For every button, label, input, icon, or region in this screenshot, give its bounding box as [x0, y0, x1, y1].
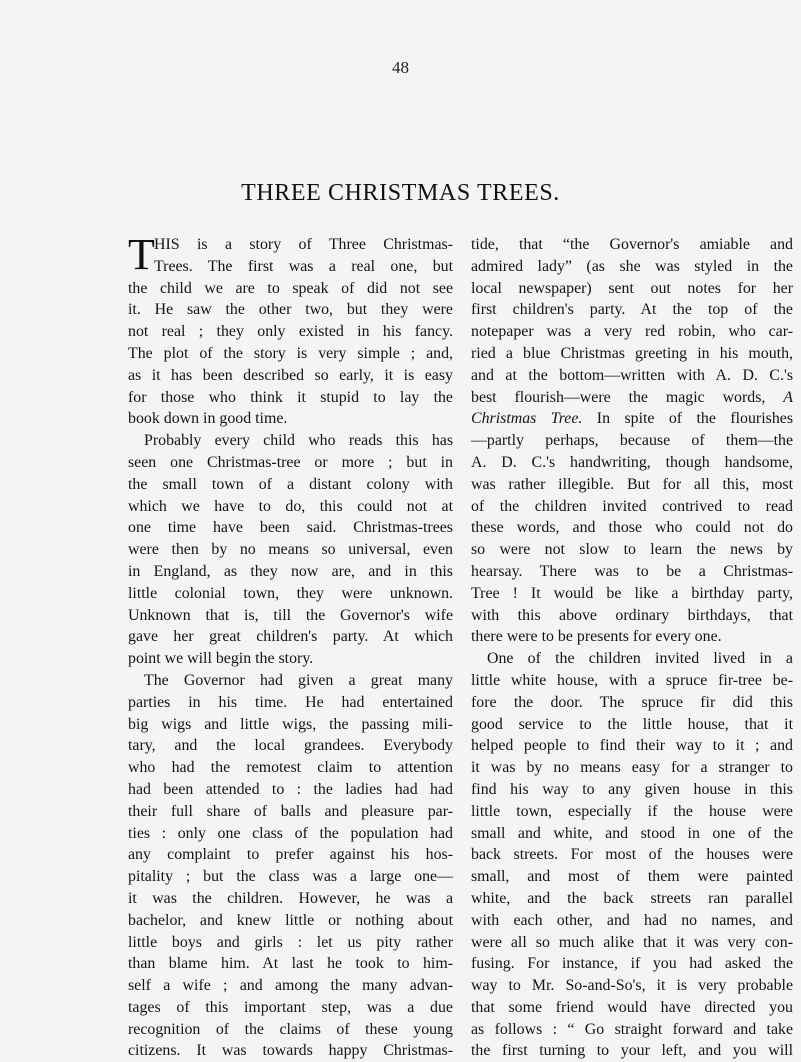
page-number: 48	[392, 58, 409, 77]
text-line: hearsay. There was to be a Christmas-	[471, 562, 793, 580]
text-line: that some friend would have directed you	[471, 998, 793, 1016]
text-line: it was by no means easy for a stranger to	[471, 759, 793, 777]
text-line: were then by no means so universal, even	[128, 541, 453, 559]
text-line: book down in good time.	[128, 410, 288, 428]
text-line: recognition of the claims of these young	[128, 1020, 453, 1038]
text-line: One of the children invited lived in a	[487, 650, 793, 668]
text-line: Probably every child who reads this has	[144, 432, 453, 450]
text-line: find his way to any given house in this	[471, 780, 793, 798]
text-line: helped people to find their way to it ; and	[471, 737, 793, 755]
text-line: notepaper was a very red robin, who car-	[471, 323, 793, 341]
text-line: had been attended to : the ladies had had	[128, 780, 453, 798]
text-line: Christmas Tree. In spite of the flourishes	[471, 410, 793, 428]
text-line: the child we are to speak of did not see	[128, 279, 453, 297]
text-line: local newspaper) sent out notes for her	[471, 279, 793, 297]
text-line: it was the children. However, he was a	[128, 889, 453, 907]
text-line: ties : only one class of the population had	[128, 824, 453, 842]
text-line: for those who think it stupid to lay the	[128, 388, 453, 406]
text-line: ried a blue Christmas greeting in his mouth,	[471, 344, 793, 362]
text-line: A. D. C.'s handwriting, though handsome,	[471, 453, 793, 471]
text-line: pitality ; but the class was a large one—	[128, 868, 453, 886]
text-line: first children's party. At the top of the	[471, 301, 793, 319]
text-line: little white house, with a spruce fir-tree be-	[471, 671, 793, 689]
text-line: there were to be presents for every one.	[471, 628, 722, 646]
text-line: good service to the little house, that it	[471, 715, 793, 733]
text-line: little town, especially if the house were	[471, 802, 793, 820]
text-line: their full share of balls and pleasure par-	[128, 802, 453, 820]
text-line: of the children invited contrived to read	[471, 497, 793, 515]
text-line: the first turning to your left, and you will	[471, 1042, 793, 1060]
text-line: in England, as they now are, and in this	[128, 562, 453, 580]
text-line: Tree ! It would be like a birthday party,	[471, 584, 793, 602]
text-line: little colonial town, they were unknown.	[128, 584, 453, 602]
text-line: gave her great children's party. At which	[128, 628, 453, 646]
text-line: tide, that “the Governor's amiable and	[471, 236, 793, 253]
text-line: one time have been said. Christmas-trees	[128, 519, 453, 537]
text-line: tary, and the local grandees. Everybody	[128, 737, 453, 755]
text-line: which we have to do, this could not at	[128, 497, 453, 515]
text-line: as it has been described so early, it is easy	[128, 366, 453, 384]
text-line: back streets. For most of the houses were	[471, 846, 793, 864]
text-line: self a wife ; and among the many advan-	[128, 977, 453, 995]
text-line: and at the bottom—written with A. D. C.'s	[471, 366, 793, 384]
text-line: tages of this important step, was a due	[128, 998, 453, 1016]
text-line: The plot of the story is very simple ; and,	[128, 344, 453, 362]
story-title: THREE CHRISTMAS TREES.	[241, 180, 560, 206]
right-column-text	[471, 234, 793, 1062]
text-line: parties in his time. He had entertained	[128, 693, 453, 711]
left-column-text	[128, 230, 453, 1062]
text-line: with each other, and had no names, and	[471, 911, 793, 929]
text-line: The Governor had given a great many	[144, 671, 453, 689]
text-line: any complaint to prefer against his hos-	[128, 846, 453, 864]
text-line: it. He saw the other two, but they were	[128, 301, 453, 319]
text-line: were all so much alike that it was very con-	[471, 933, 793, 951]
text-line: —partly perhaps, because of them—the	[471, 432, 793, 450]
text-line: so were not slow to learn the news by	[471, 541, 793, 559]
text-line: best flourish—were the magic words, A	[471, 388, 793, 406]
text-line: Unknown that is, till the Governor's wife	[128, 606, 453, 624]
right-column	[471, 234, 793, 1062]
text-line: Trees. The first was a real one, but	[154, 257, 453, 275]
text-line: these words, and those who could not do	[471, 519, 793, 537]
text-line: than blame him. At last he took to him-	[128, 955, 453, 973]
text-line: not real ; they only existed in his fancy.	[128, 323, 453, 341]
text-line: small, and most of them were painted	[471, 868, 793, 886]
text-line: big wigs and little wigs, the passing mili-	[128, 715, 453, 733]
left-column	[128, 230, 453, 1062]
text-line: with this above ordinary birthdays, that	[471, 606, 793, 624]
text-line: admired lady” (as she was styled in the	[471, 257, 793, 275]
text-line: who had the remotest claim to attention	[128, 759, 453, 777]
text-line: the small town of a distant colony with	[128, 475, 453, 493]
text-line: way to Mr. So-and-So's, it is very probable	[471, 977, 793, 995]
text-line: citizens. It was towards happy Christmas-	[128, 1042, 453, 1060]
text-line: little boys and girls : let us pity rather	[128, 933, 453, 951]
text-line: small and white, and stood in one of the	[471, 824, 793, 842]
text-line: seen one Christmas-tree or more ; but in	[128, 453, 453, 471]
text-line: white, and the back streets ran parallel	[471, 889, 793, 907]
text-line: fusing. For instance, if you had asked the	[471, 955, 793, 973]
text-line: bachelor, and knew little or nothing about	[128, 911, 453, 929]
dropcap: T	[128, 230, 155, 279]
text-line: was rather illegible. But for all this, most	[471, 475, 793, 493]
text-line: point we will begin the story.	[128, 650, 314, 668]
text-line: as follows : “ Go straight forward and take	[471, 1020, 793, 1038]
text-line: HIS is a story of Three Christmas-	[154, 236, 453, 253]
text-line: fore the door. The spruce fir did this	[471, 693, 793, 711]
